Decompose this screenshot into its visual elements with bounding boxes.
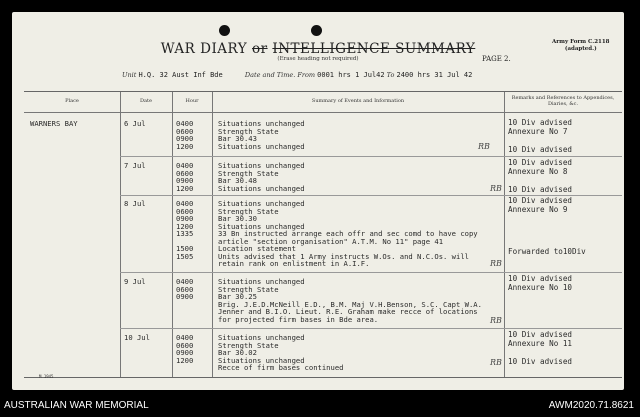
unit-value: H.Q. 32 Aust Inf Bde	[138, 71, 223, 79]
col-header-summary: Summary of Events and Information	[311, 98, 405, 104]
entry-initials: RB	[490, 184, 502, 193]
entry-initials: RB	[490, 316, 502, 325]
entry-remarks: 10 Div advised Annexure No 8 10 Div advised	[508, 158, 573, 194]
entry-date: 8 Jul	[124, 199, 146, 208]
page-number: PAGE 2.	[482, 55, 511, 63]
from-value: 0001 hrs 1 Jul42	[317, 71, 385, 79]
footer-accession-number: AWM2020.71.8621	[548, 400, 634, 411]
entry-initials: RB	[478, 142, 490, 151]
entry-date: 10 Jul	[124, 333, 150, 342]
entry-summary: Situations unchanged Strength State Bar 30.30 Situations unchanged 33 Bn instructed arrange each offr and sec comd to have copy article "section organisation" A.T.M. No 11" page 41 Location statement Units advised that 1 Army instructs W.Os. and N.C.Os. will retain rank on enlistment in A.I.F.	[218, 199, 478, 268]
entry-hours: 0400 0600 0900 1200	[176, 119, 194, 151]
entry-remarks: 10 Div advised Annexure No 9 Forwarded to10Div	[508, 196, 586, 256]
title-subtitle: (Erase heading not required)	[277, 56, 359, 62]
entry-summary: Situations unchanged Strength State Bar 30.43 Situations unchanged	[218, 119, 305, 151]
diary-sheet	[12, 12, 624, 390]
col-header-hour: Hour	[185, 98, 199, 104]
entry-summary: Situations unchanged Strength State Bar 30.25 Brig. J.E.D.McNeill E.D., B.M. Maj V.H.Benson, S.C. Capt W.A. Jenner and B.I.O. Lieut. R.E. Graham make recce of locations for projected firm bases in Bde area.	[218, 277, 482, 324]
entry-remarks: 10 Div advised Annexure No 10	[508, 274, 573, 292]
unit-line: Unit H.Q. 32 Aust Inf Bde Date and Time. From 0001 hrs 1 Jul42 To 2400 hrs 31 Jul 42	[122, 71, 473, 79]
entry-hours: 0400 0600 0900 1200 1335 1500 1505	[176, 199, 194, 261]
entry-date: 7 Jul	[124, 161, 146, 170]
form-code: M 1945	[39, 374, 54, 379]
entry-hours: 0400 0600 0900	[176, 277, 194, 301]
punch-hole	[219, 25, 230, 36]
page-title: WAR DIARY or INTELLIGENCE SUMMARY	[160, 41, 476, 57]
entry-hours: 0400 0600 0900 1200	[176, 333, 194, 365]
entry-initials: RB	[490, 358, 502, 367]
entry-summary: Situations unchanged Strength State Bar 30.48 Situations unchanged	[218, 161, 305, 193]
army-form-label: Army Form C.2118 (adapted.)	[552, 39, 610, 52]
col-header-remarks: Remarks and References to Appendices, Diaries, &c.	[511, 95, 615, 107]
entry-date: 6 Jul	[124, 119, 146, 128]
col-header-date: Date	[140, 98, 152, 104]
entry-summary: Situations unchanged Strength State Bar 30.02 Situations unchanged Recce of firm bases continued	[218, 333, 344, 372]
entry-initials: RB	[490, 259, 502, 268]
entry-place: WARNERS BAY	[30, 119, 78, 128]
entry-date: 9 Jul	[124, 277, 146, 286]
entry-remarks: 10 Div advised Annexure No 11 10 Div advised	[508, 330, 573, 366]
footer-institution: AUSTRALIAN WAR MEMORIAL	[4, 400, 149, 411]
punch-hole	[311, 25, 322, 36]
to-value: 2400 hrs 31 Jul 42	[396, 71, 473, 79]
diary-table	[24, 91, 622, 378]
entry-hours: 0400 0600 0900 1200	[176, 161, 194, 193]
entry-remarks: 10 Div advised Annexure No 7 10 Div advised	[508, 118, 573, 154]
col-header-place: Place	[65, 98, 79, 104]
